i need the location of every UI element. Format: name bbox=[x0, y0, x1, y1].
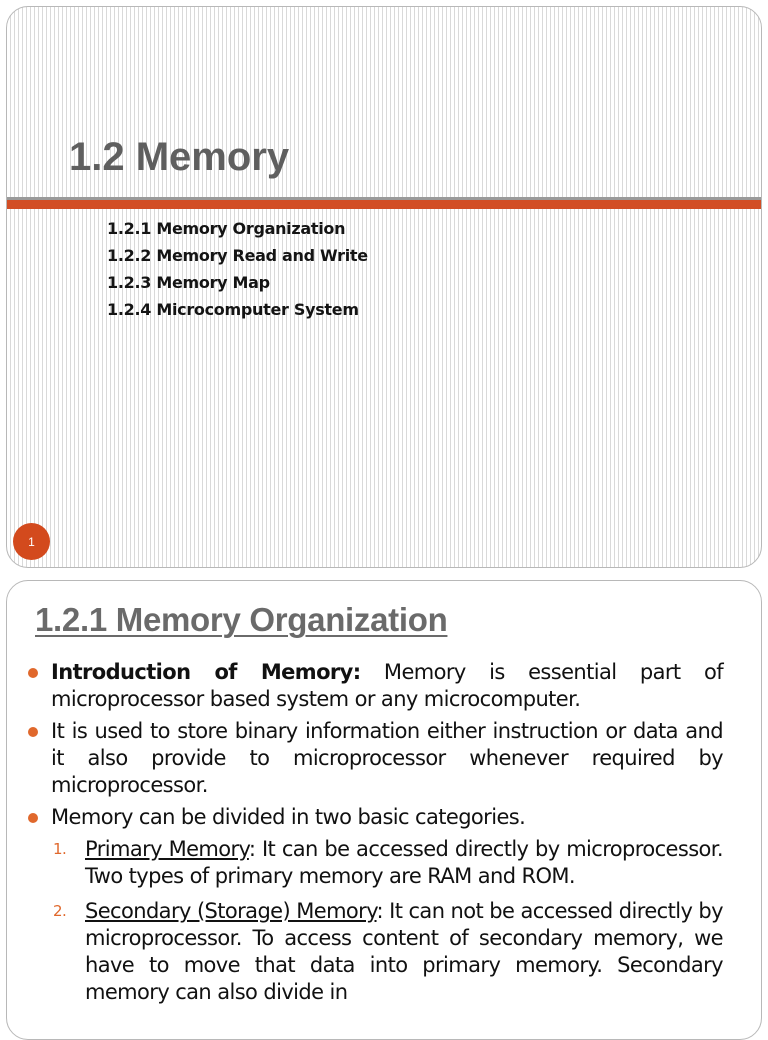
slide-title: 1.2.1 Memory Organization bbox=[35, 601, 448, 638]
numbered-item bbox=[53, 898, 723, 1006]
slide-content bbox=[51, 659, 723, 1014]
bullet-text: Memory can be divided in two basic categories. bbox=[51, 805, 526, 829]
bullet-dot-icon bbox=[28, 727, 38, 737]
title-divider-orange bbox=[7, 200, 761, 209]
slide-title: 1.2 Memory bbox=[69, 135, 290, 179]
slide-2 bbox=[6, 580, 762, 1040]
item-number: 2. bbox=[53, 902, 67, 920]
bullet-text: Memory is essential part of microprocessor based system or any microcomputer. bbox=[51, 660, 723, 711]
slide-1 bbox=[6, 6, 762, 568]
item-text: : It can be accessed directly by microprocessor. Two types of primary memory are RAM and ROM. bbox=[85, 837, 723, 888]
page-number: 1 bbox=[28, 534, 35, 549]
bullet-item bbox=[51, 659, 723, 713]
bullet-item bbox=[51, 804, 723, 831]
numbered-item bbox=[53, 836, 723, 890]
bullet-text: It is used to store binary information either instruction or data and it also provide to microprocessor whenever required by microprocessor. bbox=[51, 719, 723, 797]
item-text: : It can not be accessed directly by microprocessor. To access content of secondary memory, we have to move that data into primary memory. Secondary memory can also divide in bbox=[85, 899, 723, 1004]
bullet-lead: Introduction of Memory: bbox=[51, 660, 361, 684]
toc-item: 1.2.1 Memory Organization bbox=[107, 219, 346, 238]
item-number: 1. bbox=[53, 840, 67, 858]
toc-item: 1.2.4 Microcomputer System bbox=[107, 300, 359, 319]
bullet-item bbox=[51, 718, 723, 799]
bullet-dot-icon bbox=[28, 668, 38, 678]
item-term: Secondary (Storage) Memory bbox=[85, 899, 377, 923]
toc-item: 1.2.3 Memory Map bbox=[107, 273, 270, 292]
bullet-dot-icon bbox=[28, 813, 38, 823]
table-of-contents bbox=[107, 215, 368, 323]
toc-item: 1.2.2 Memory Read and Write bbox=[107, 246, 368, 265]
page-number-badge bbox=[13, 523, 50, 560]
item-term: Primary Memory bbox=[85, 837, 249, 861]
